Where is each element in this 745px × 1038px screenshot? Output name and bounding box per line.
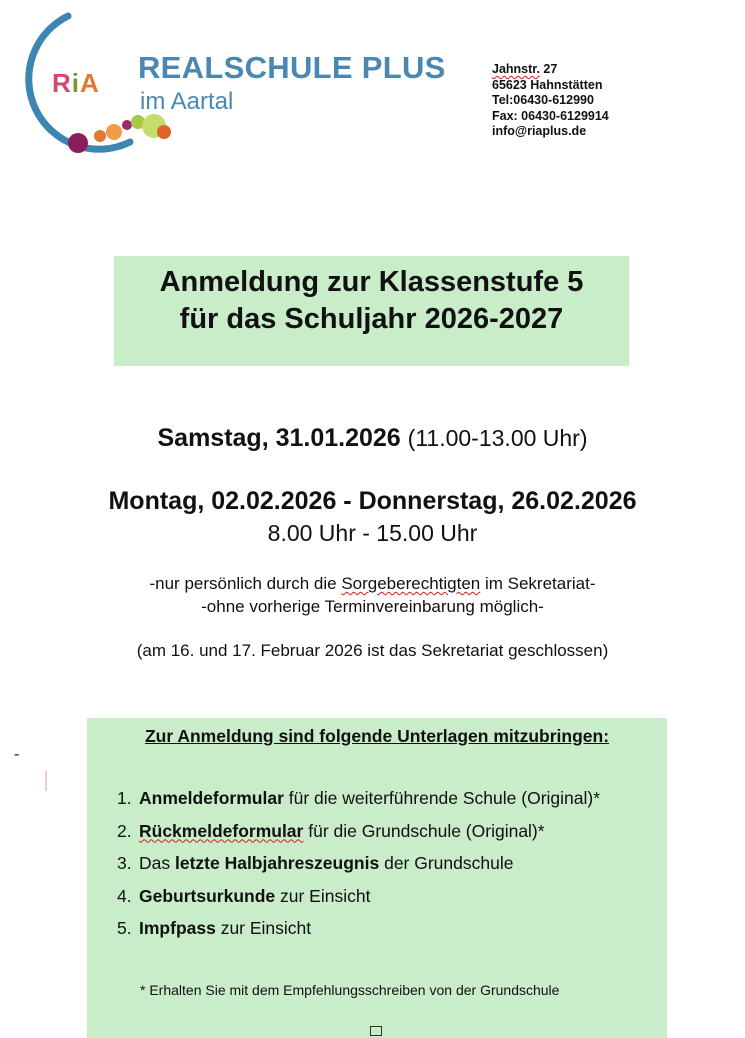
school-logo <box>8 10 478 155</box>
documents-heading: Zur Anmeldung sind folgende Unterlagen mitzubringen: <box>144 726 610 746</box>
item-pre: Das <box>139 853 175 873</box>
list-item <box>117 853 600 886</box>
note-line-2: -ohne vorherige Terminvereinbarung möglich- <box>201 597 544 616</box>
item-bold: letzte Halbjahreszeugnis <box>174 853 380 873</box>
note-line-1-word: Sorgeberechtigten <box>341 574 481 593</box>
item-number: 1. <box>117 788 132 808</box>
item-number: 5. <box>117 918 132 938</box>
documents-list <box>117 788 600 951</box>
saturday-label: Samstag, 31.01.2026 <box>157 424 401 452</box>
street-number: 27 <box>543 62 558 76</box>
address-fax: Fax: 06430-6129914 <box>492 108 609 123</box>
title-line-2: für das Schuljahr 2026-2027 <box>179 303 564 335</box>
school-name: REALSCHULE PLUS <box>138 50 446 85</box>
item-bold: Geburtsurkunde <box>139 885 276 906</box>
address-city: 65623 Hahnstätten <box>492 77 603 92</box>
item-number: 3. <box>117 853 132 873</box>
school-subtitle: im Aartal <box>140 88 234 115</box>
item-number: 2. <box>117 820 132 841</box>
note-line-1-post: im Sekretariat- <box>480 574 596 593</box>
item-bold: Anmeldeformular <box>139 788 284 808</box>
title-box <box>114 256 629 366</box>
page-marker-icon <box>370 1026 382 1036</box>
documents-footnote: * Erhalten Sie mit dem Empfehlungsschreiben von der Grundschule <box>140 982 560 998</box>
item-bold: Impfpass <box>139 918 216 938</box>
logo-ria-text <box>52 68 100 99</box>
item-rest: zur Einsicht <box>275 885 371 906</box>
list-item <box>117 821 600 854</box>
note-line-1-pre: -nur persönlich durch die <box>149 574 342 593</box>
documents-box <box>87 718 667 1038</box>
item-rest: der Grundschule <box>379 853 514 873</box>
list-item <box>117 788 600 821</box>
item-number: 4. <box>117 885 132 906</box>
address-street <box>492 62 609 78</box>
logo-letter: R <box>52 68 72 98</box>
address-block <box>492 62 609 140</box>
address-email: info@riaplus.de <box>492 124 587 138</box>
address-tel: Tel:06430-612990 <box>492 93 594 107</box>
note-line-1 <box>0 574 745 594</box>
saturday-time: (11.00-13.00 Uhr) <box>407 425 588 451</box>
item-rest: zur Einsicht <box>215 918 312 938</box>
date-range: Montag, 02.02.2026 - Donnerstag, 26.02.2026 <box>108 487 637 515</box>
saturday-date <box>0 424 745 453</box>
margin-mark <box>45 771 47 791</box>
title-line-1: Anmeldung zur Klassenstufe 5 <box>159 266 584 298</box>
item-bold: Rückmeldeformular <box>139 820 304 841</box>
street-name: Jahnstr. <box>492 62 540 76</box>
item-rest: für die Grundschule (Original)* <box>303 820 545 841</box>
list-item <box>117 918 600 951</box>
date-range-time: 8.00 Uhr - 15.00 Uhr <box>267 520 478 546</box>
list-item <box>117 886 600 919</box>
note-closed: (am 16. und 17. Februar 2026 ist das Sekretariat geschlossen) <box>136 641 609 660</box>
logo-letter: A <box>80 68 100 98</box>
margin-dash: - <box>14 746 20 763</box>
item-rest: für die weiterführende Schule (Original)* <box>283 788 601 808</box>
logo-letter: i <box>71 68 81 98</box>
